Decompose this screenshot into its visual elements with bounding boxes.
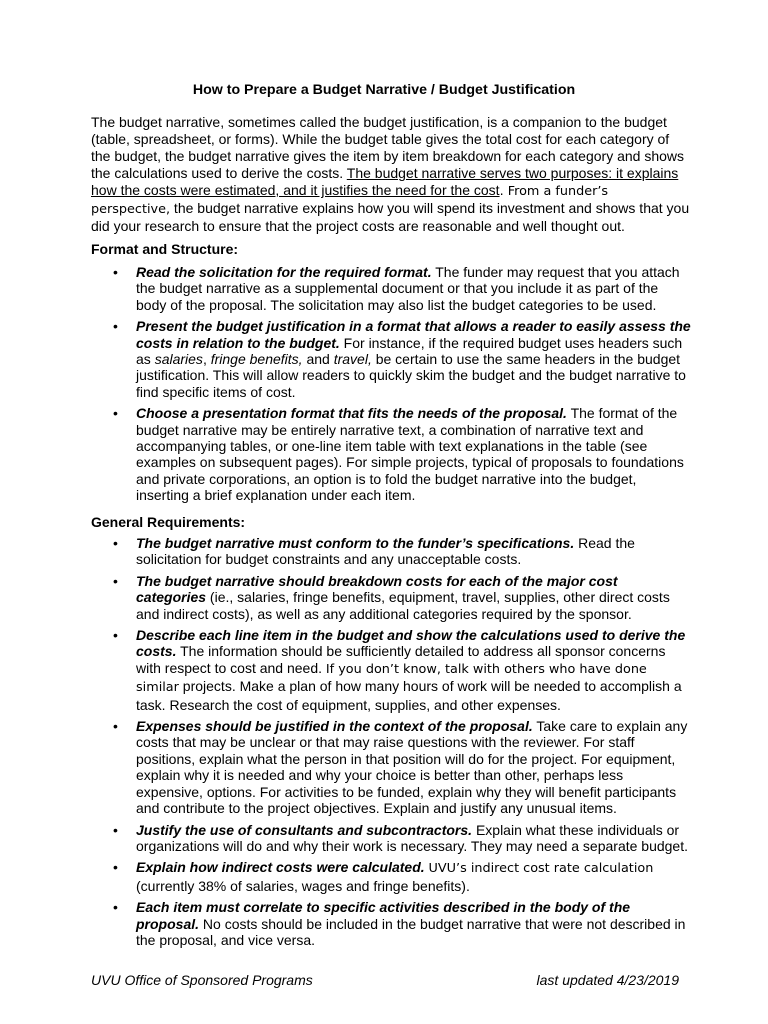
item-light-text: If you don’t know, talk with others who have done similar xyxy=(136,661,647,696)
list-item xyxy=(91,264,691,313)
bullet-icon: • xyxy=(113,572,118,589)
list-item xyxy=(91,822,691,855)
item-text: Read the solicitation for budget constraints and any unacceptable costs. xyxy=(136,535,635,568)
intro-text-3: the budget narrative explains how you will spend its investment and shows that you did your research to ensure that the project costs are reasonable and well thought out. xyxy=(91,200,690,234)
bullet-icon: • xyxy=(113,627,118,644)
item-text: Explain what these individuals or organizations will do and why their work is necessary. They may need a separate budget. xyxy=(136,821,689,854)
item-text: No costs should be included in the budget narrative that were not described in the proposal, and vice versa. xyxy=(136,915,686,948)
bullet-icon: • xyxy=(113,899,118,916)
general-heading: General Requirements: xyxy=(91,514,246,530)
item-lead: Present the budget justification in a format that allows a reader to easily assess the costs in relation to the budget. xyxy=(136,318,691,351)
general-list xyxy=(91,535,691,953)
item-text: (currently 38% of salaries, wages and fringe benefits). xyxy=(136,877,470,894)
item-text: and xyxy=(302,351,334,368)
item-emphasis: salaries xyxy=(154,351,203,368)
item-text: For instance, if the required budget uses headers such as xyxy=(136,334,683,368)
bullet-icon: • xyxy=(113,405,118,422)
item-text: The format of the budget narrative may be entirely narrative text, a combination of narrative text and accompanying tables, or one-line item table with text explanations in the table (see examples on subsequent pages). For simple projects, typical of proposals to foundations and private corporations, an option is to fold the budget narrative into the budget, inserting a brief explanation under each item. xyxy=(136,405,684,504)
bullet-icon: • xyxy=(113,535,118,551)
item-text: The funder may request that you attach the budget narrative as a supplemental document or that you include it as part of the body of the proposal. The solicitation may also list the budget categories to be used. xyxy=(136,264,680,313)
footer-office: UVU Office of Sponsored Programs xyxy=(91,972,313,988)
item-lead: Choose a presentation format that fits the needs of the proposal. xyxy=(136,405,567,422)
bullet-icon: • xyxy=(113,264,118,280)
item-lead: The budget narrative must conform to the funder’s specifications. xyxy=(136,535,575,551)
bullet-icon: • xyxy=(113,318,118,335)
item-lead: Each item must correlate to specific activities described in the body of the proposal. xyxy=(136,899,631,932)
list-item xyxy=(91,718,691,816)
item-text: projects. Make a plan of how many hours of work will be needed to accomplish a task. Research the cost of equipment, supplies, and other expenses. xyxy=(136,678,682,713)
list-item xyxy=(91,318,691,400)
intro-paragraph xyxy=(91,114,691,235)
item-lead: Explain how indirect costs were calculated. xyxy=(136,859,425,876)
item-text: , xyxy=(202,351,211,368)
item-text: Take care to explain any costs that may be unclear or that may raise questions with the reviewer. For staff positions, explain what the person in that position will do for the project. For equipment, explain why it is needed and why your choice is better than other, perhaps less expensive, options. For activities to be funded, explain why they will benefit participants and contribute to the project objectives. Explain and justify any unusual items. xyxy=(136,718,688,817)
bullet-icon: • xyxy=(113,718,118,735)
list-item xyxy=(91,859,691,894)
list-item xyxy=(91,535,691,568)
item-lead: Justify the use of consultants and subcontractors. xyxy=(136,821,473,838)
format-list xyxy=(91,264,691,509)
bullet-icon: • xyxy=(113,859,118,876)
item-lead: Expenses should be justified in the context of the proposal. xyxy=(136,718,533,735)
list-item xyxy=(91,627,691,713)
list-item xyxy=(91,899,691,948)
item-text: be certain to use the same headers in the budget justification. This will allow readers to quickly skim the budget and the budget narrative to find specific items of cost. xyxy=(136,351,686,400)
bullet-icon: • xyxy=(113,821,118,838)
footer-updated: last updated 4/23/2019 xyxy=(536,972,679,988)
document-title: How to Prepare a Budget Narrative / Budget Justification xyxy=(192,82,576,98)
format-heading: Format and Structure: xyxy=(91,241,239,257)
item-lead: Describe each line item in the budget and show the calculations used to derive the costs. xyxy=(136,627,686,660)
intro-text-2: . From a funder’s perspective, xyxy=(91,184,609,217)
intro-text-1: The budget narrative, sometimes called the budget justification, is a companion to the budget (table, spreadsheet, or forms). While the budget table gives the total cost for each category of the budget, the budget narrative gives the item by item breakdown for each category and shows the calculations used to derive the costs. xyxy=(91,114,685,181)
item-lead: Read the solicitation for the required format. xyxy=(136,264,432,280)
item-text: The information should be sufficiently detailed to address all sponsor concerns with respect to cost and need. xyxy=(136,643,666,676)
item-emphasis: travel, xyxy=(333,351,372,368)
list-item xyxy=(91,573,691,622)
item-lead: The budget narrative should breakdown costs for each of the major cost categories xyxy=(136,572,618,606)
item-text: (ie., salaries, fringe benefits, equipment, travel, supplies, other direct costs and indirect costs), as well as any additional categories required by the sponsor. xyxy=(136,589,670,622)
intro-underlined-text: The budget narrative serves two purposes: it explains how the costs were estimated, and it justifies the need for the cost xyxy=(91,165,679,198)
item-light-text: UVU’s indirect cost rate calculation xyxy=(428,861,654,877)
item-emphasis: fringe benefits, xyxy=(210,351,303,368)
list-item xyxy=(91,405,691,503)
